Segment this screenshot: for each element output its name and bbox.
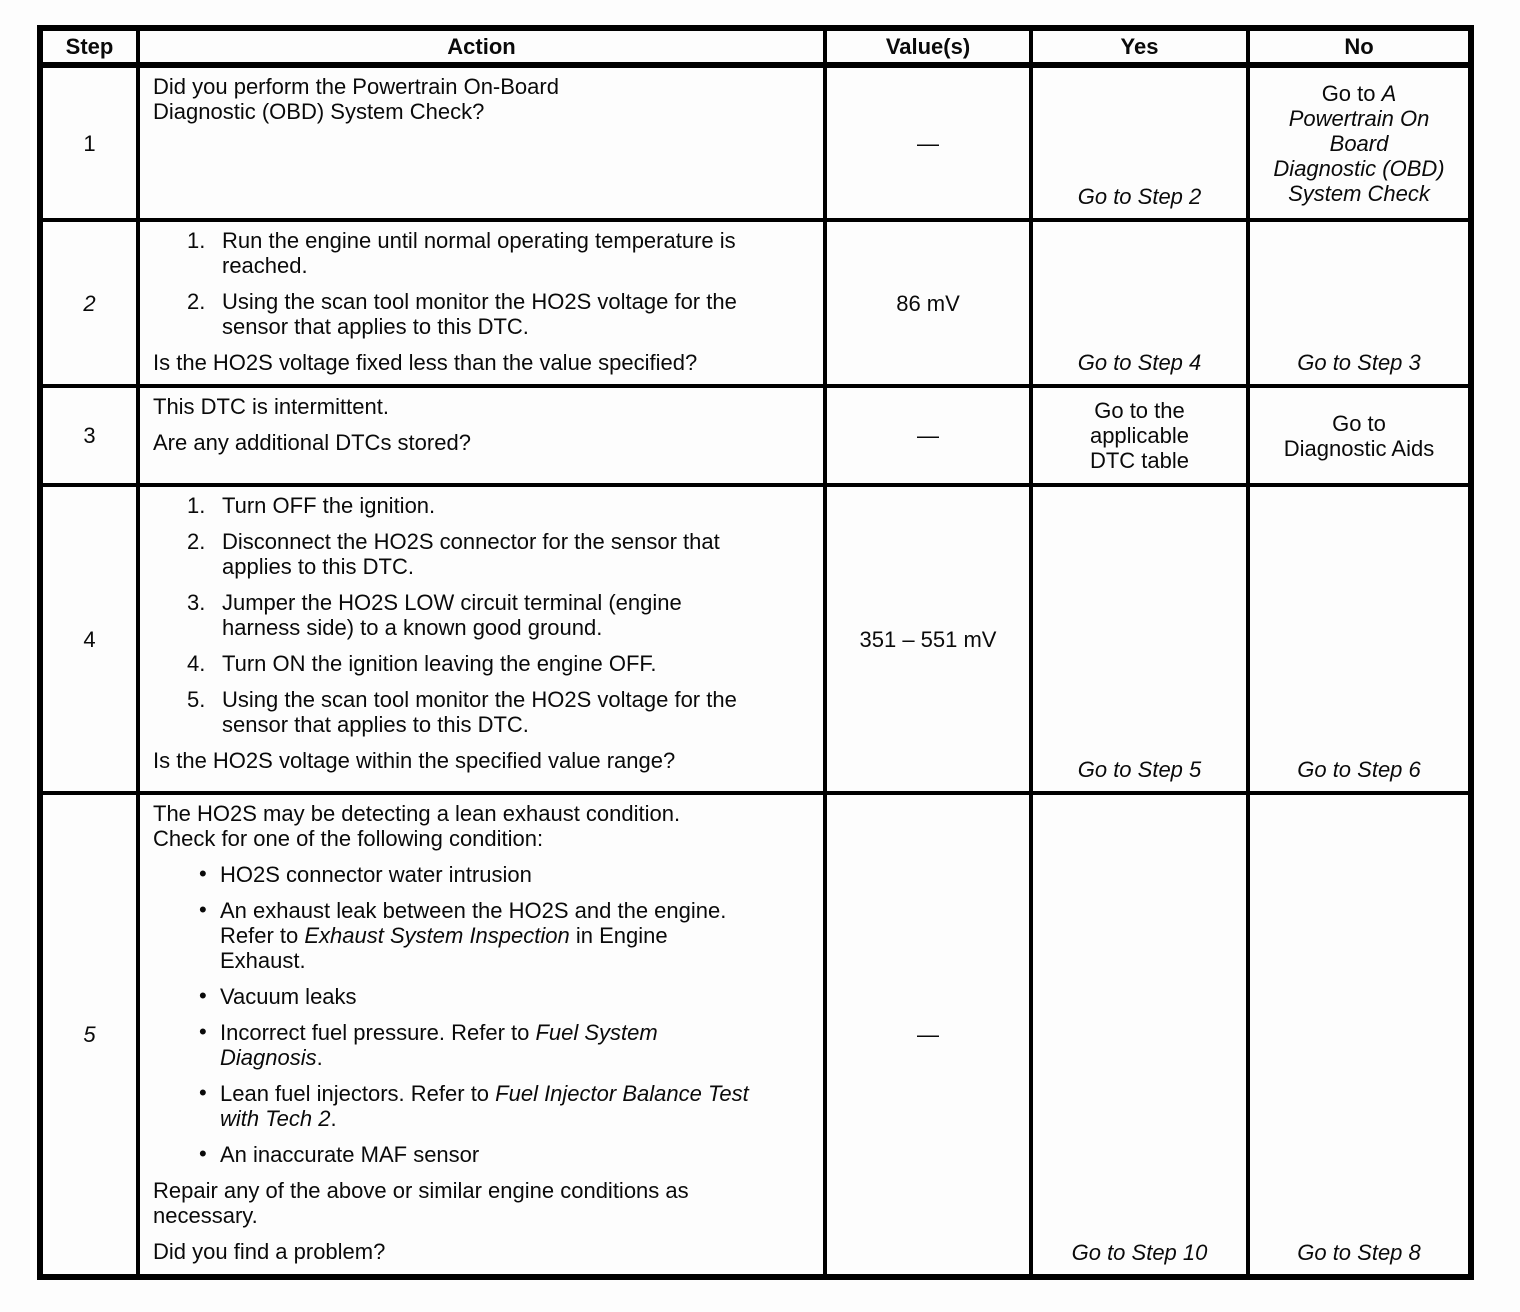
text-segment: Is the HO2S voltage fixed less than the value specified? [153,350,698,375]
text-segment: Diagnostic Aids [1283,435,1435,461]
text-segment: harness side) to a known good ground. [222,615,603,640]
bullet-list-item [153,862,813,887]
numbered-list-item [153,529,813,579]
header-row [40,28,1471,65]
action-paragraph [153,350,813,375]
step-cell: 2 [40,220,138,386]
numbered-list-item [153,493,813,518]
bullet-list-item [153,984,813,1009]
column-header-yes: Yes [1031,28,1248,65]
text-segment: HO2S connector water intrusion [220,862,532,887]
text-segment: Refer to [220,923,305,948]
numbered-list-item [153,289,813,339]
yes-cell [1031,386,1248,485]
text-segment: applicable [1089,423,1190,448]
action-paragraph [153,74,813,124]
text-segment: An inaccurate MAF sensor [220,1142,480,1167]
action-cell [138,220,825,386]
text-segment: Disconnect the HO2S connector for the sensor that [222,529,720,554]
text-segment: Incorrect fuel pressure. Refer to [220,1020,536,1045]
table-body [40,65,1471,1277]
text-segment: Go to Step 4 [1077,350,1202,375]
table-row [40,386,1471,485]
block-text [222,687,737,737]
block-text [153,1178,689,1228]
text-segment: Is the HO2S voltage within the specified value range? [153,748,676,773]
text-segment: applies to this DTC. [222,554,414,579]
value-cell: 351 – 551 mV [825,485,1031,793]
block-text [222,651,657,676]
no-cell [1248,220,1471,386]
block-text [220,898,726,973]
action-cell [138,386,825,485]
column-header-action: Action [138,28,825,65]
text-segment: necessary. [153,1203,258,1228]
action-paragraph [153,748,813,773]
number-marker: 3. [187,590,206,615]
action-cell [138,485,825,793]
text-segment: Go to the [1094,398,1185,423]
value-cell: — [825,386,1031,485]
text-segment: This DTC is intermittent. [153,394,389,419]
bullet-marker: • [199,1019,207,1044]
text-segment: Go to [1332,410,1386,436]
text-segment: reached. [222,253,308,278]
block-text [153,430,471,455]
text-segment: sensor that applies to this DTC. [222,314,529,339]
text-segment: Lean fuel injectors. Refer to [220,1081,496,1106]
text-segment: Are any additional DTCs stored? [153,430,471,455]
block-text [153,350,697,375]
text-segment: Turn OFF the ignition. [222,493,436,518]
table-row [40,793,1471,1277]
text-segment: Go to Step 6 [1297,757,1421,782]
text-segment: Diagnosis [220,1045,317,1070]
text-segment: An exhaust leak between the HO2S and the engine. [220,898,727,923]
text-segment: Repair any of the above or similar engine conditions as [153,1178,689,1203]
text-segment: Go to [1321,80,1382,106]
number-marker: 4. [187,651,206,676]
value-cell: 86 mV [825,220,1031,386]
number-marker: 1. [187,228,206,253]
text-segment: in Engine [569,923,668,948]
block-text [222,529,720,579]
block-text [222,289,737,339]
text-segment: System Check [1288,180,1430,206]
numbered-list-item [153,651,813,676]
text-segment: Exhaust System Inspection [304,923,570,948]
text-segment: Jumper the HO2S LOW circuit terminal (engine [222,590,682,615]
no-cell [1248,485,1471,793]
column-header-step: Step [40,28,138,65]
no-cell [1248,793,1471,1277]
step-cell: 5 [40,793,138,1277]
step-cell: 3 [40,386,138,485]
no-cell [1248,386,1471,485]
text-segment: Fuel System [535,1020,658,1045]
step-cell: 1 [40,65,138,220]
block-text [153,748,675,773]
bullet-list-item [153,898,813,973]
action-cell [138,793,825,1277]
block-text [153,801,680,851]
text-segment: with Tech 2 [220,1106,331,1131]
bullet-list-item [153,1142,813,1167]
table-row [40,485,1471,793]
block-text [222,228,736,278]
text-segment: Go to Step 5 [1077,757,1202,782]
number-marker: 5. [187,687,206,712]
number-marker: 2. [187,529,206,554]
column-header-values: Value(s) [825,28,1031,65]
numbered-list-item [153,228,813,278]
text-segment: The HO2S may be detecting a lean exhaust condition. [153,801,681,826]
bullet-marker: • [199,897,207,922]
text-segment: DTC table [1089,448,1190,473]
bullet-marker: • [199,983,207,1008]
no-cell [1248,65,1471,220]
text-segment: . [330,1106,337,1131]
action-paragraph [153,430,813,455]
bullet-marker: • [199,1080,207,1105]
value-cell: — [825,65,1031,220]
block-text [222,590,682,640]
text-segment: Vacuum leaks [220,984,357,1009]
text-segment: Diagnostic (OBD) [1273,155,1445,181]
text-segment: Go to Step 3 [1297,350,1421,375]
block-text [220,984,357,1009]
text-segment: Diagnostic (OBD) System Check? [153,99,485,124]
number-marker: 1. [187,493,206,518]
text-segment: Board [1329,130,1389,156]
bullet-list-item [153,1020,813,1070]
text-segment: . [316,1045,323,1070]
text-segment: Exhaust. [220,948,306,973]
text-segment: A [1381,80,1397,106]
numbered-list-item [153,687,813,737]
text-segment: Fuel Injector Balance Test [495,1081,749,1106]
action-paragraph [153,1178,813,1228]
block-text [220,1142,479,1167]
text-segment: Turn ON the ignition leaving the engine OFF. [222,651,657,676]
text-segment: Go to Step 2 [1077,184,1202,209]
text-segment: Did you find a problem? [153,1239,386,1264]
block-text [220,862,532,887]
yes-cell [1031,485,1248,793]
block-text [153,394,389,419]
block-text [153,1239,385,1264]
number-marker: 2. [187,289,206,314]
text-segment: sensor that applies to this DTC. [222,712,529,737]
action-cell [138,65,825,220]
text-segment: Using the scan tool monitor the HO2S voltage for the [222,289,737,314]
text-segment: Go to Step 10 [1071,1240,1208,1265]
text-segment: Did you perform the Powertrain On-Board [153,74,559,99]
column-header-no: No [1248,28,1471,65]
bullet-marker: • [199,1141,207,1166]
block-text [220,1020,658,1070]
table-row [40,65,1471,220]
text-segment: Check for one of the following condition: [153,826,544,851]
bullet-list-item [153,1081,813,1131]
text-segment: Using the scan tool monitor the HO2S voltage for the [222,687,737,712]
text-segment: Powertrain On [1288,105,1430,131]
numbered-list-item [153,590,813,640]
table-row [40,220,1471,386]
block-text [222,493,435,518]
block-text [153,74,559,124]
action-paragraph [153,1239,813,1264]
value-cell: — [825,793,1031,1277]
yes-cell [1031,220,1248,386]
yes-cell [1031,793,1248,1277]
text-segment: Run the engine until normal operating temperature is [222,228,736,253]
action-paragraph [153,394,813,419]
action-paragraph [153,801,813,851]
block-text [220,1081,749,1131]
text-segment: Go to Step 8 [1297,1240,1421,1265]
bullet-marker: • [199,861,207,886]
diagnostic-table [37,25,1474,1280]
yes-cell [1031,65,1248,220]
step-cell: 4 [40,485,138,793]
